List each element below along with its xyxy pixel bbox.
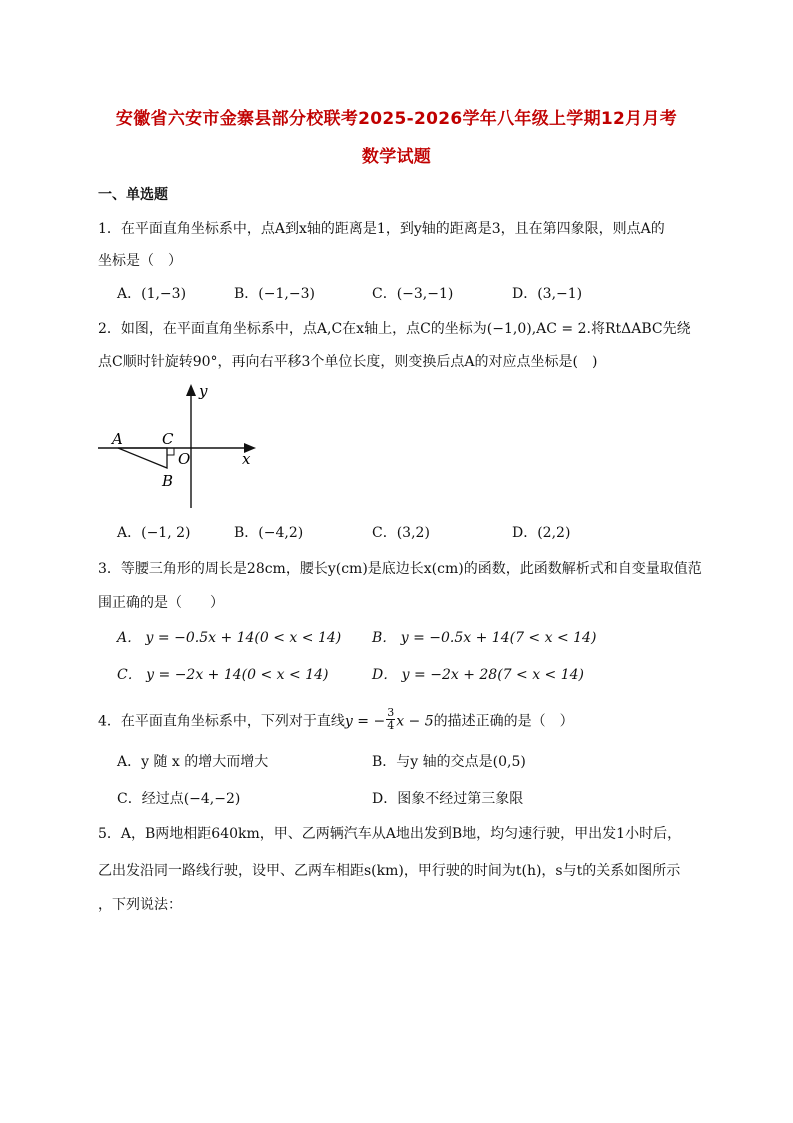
q5-stem-line1: 5．A，B两地相距640km，甲、乙两辆汽车从A地出发到B地，均匀速行驶，甲出发1小时后，	[98, 826, 682, 842]
q4-option-a[interactable]: A．y 随 x 的增大而增大	[117, 754, 269, 770]
label-o: O	[178, 450, 191, 468]
q2-coordinate-figure	[96, 378, 266, 513]
q2-stem-line1: 2．如图，在平面直角坐标系中，点A,C在x轴上，点C的坐标为(−1,0),AC = 2.将RtΔABC先绕	[98, 321, 691, 337]
triangle-abc	[118, 448, 167, 468]
q2-stem-line2: 点C顺时针旋转90°，再向右平移3个单位长度，则变换后点A的对应点坐标是( )	[98, 354, 598, 370]
q4-option-b[interactable]: B．与y 轴的交点是(0,5)	[372, 754, 526, 770]
label-x: x	[242, 450, 251, 468]
q3-option-a[interactable]: A． y = −0.5x + 14(0 < x < 14)	[117, 630, 342, 646]
q1-option-b[interactable]: B．(−1,−3)	[234, 286, 315, 302]
exam-subtitle: 数学试题	[361, 147, 432, 167]
q4-eq-suffix: x − 5	[396, 713, 434, 730]
q4-option-c[interactable]: C．经过点(−4,−2)	[117, 791, 241, 807]
q3-option-b[interactable]: B． y = −0.5x + 14(7 < x < 14)	[372, 630, 597, 646]
q4-frac-num: 3	[387, 706, 395, 719]
label-c: C	[162, 430, 174, 448]
q1-stem-line2: 坐标是（ ）	[98, 253, 182, 269]
q1-option-d[interactable]: D．(3,−1)	[512, 286, 583, 302]
q2-option-c[interactable]: C．(3,2)	[372, 525, 430, 541]
q1-stem-line1: 1．在平面直角坐标系中，点A到x轴的距离是1，到y轴的距离是3，且在第四象限，则点A的	[98, 221, 665, 237]
label-b: B	[162, 472, 174, 490]
q1-option-a[interactable]: A．(1,−3)	[117, 286, 187, 302]
q4-eq-prefix: y = −	[344, 713, 386, 730]
q1-option-c[interactable]: C．(−3,−1)	[372, 286, 454, 302]
q4-stem-before: 4．在平面直角坐标系中，下列对于直线	[98, 713, 345, 730]
q3-stem-line1: 3．等腰三角形的周长是28cm，腰长y(cm)是底边长x(cm)的函数，此函数解析式和自变量取值范	[98, 561, 702, 577]
q4-frac-den: 4	[387, 719, 395, 732]
section-heading: 一、单选题	[98, 187, 168, 203]
q4-stem	[98, 706, 574, 734]
q3-stem-line2: 围正确的是（ ）	[98, 595, 224, 611]
q3-option-d[interactable]: D． y = −2x + 28(7 < x < 14)	[372, 667, 584, 683]
right-angle-mark	[167, 448, 174, 455]
q5-stem-line2: 乙出发沿同一路线行驶，设甲、乙两车相距s(km)，甲行驶的时间为t(h)，s与t的关系如图所示	[98, 863, 681, 879]
q2-option-d[interactable]: D．(2,2)	[512, 525, 571, 541]
q4-stem-after: 的描述正确的是（ ）	[433, 713, 574, 730]
label-a: A	[112, 430, 123, 448]
q3-option-c[interactable]: C． y = −2x + 14(0 < x < 14)	[117, 667, 329, 683]
q2-option-b[interactable]: B．(−4,2)	[234, 525, 304, 541]
q4-option-d[interactable]: D．图象不经过第三象限	[372, 791, 524, 807]
exam-title: 安徽省六安市金寨县部分校联考2025-2026学年八年级上学期12月月考	[115, 109, 678, 129]
q4-fraction	[386, 707, 395, 732]
q2-option-a[interactable]: A．(−1, 2)	[117, 525, 191, 541]
y-axis-arrow	[186, 384, 196, 396]
q5-stem-line3: ，下列说法：	[98, 897, 182, 913]
label-y: y	[199, 382, 208, 400]
